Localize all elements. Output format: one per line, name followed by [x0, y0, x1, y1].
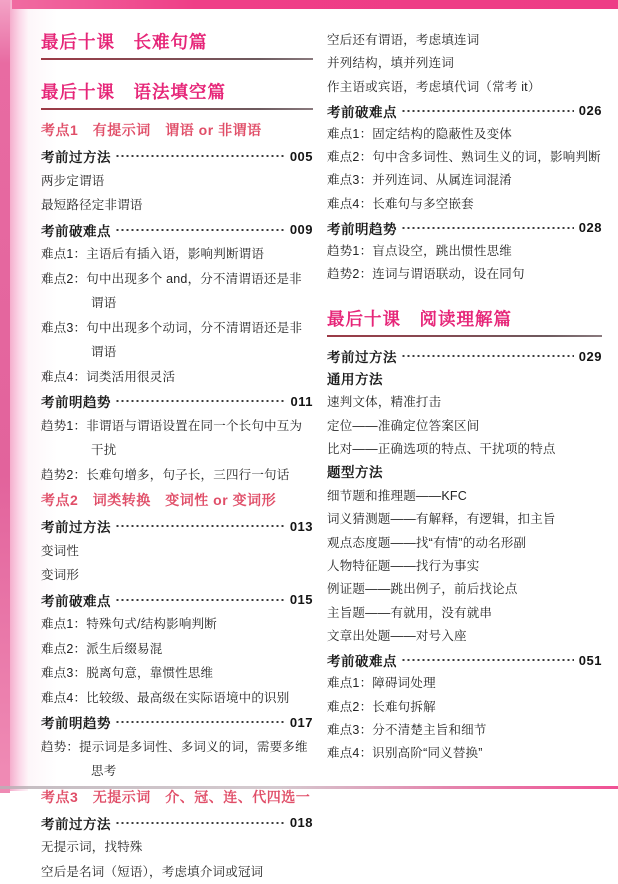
toc-entry — [41, 144, 313, 169]
toc-sub-item: 趋势2：连词与谓语联动，设在同句 — [327, 263, 602, 286]
toc-page — [28, 9, 618, 786]
section-heading-text: 最后十课 长难句篇 — [41, 29, 313, 55]
toc-sub-item: 例证题——跳出例子，前后找论点 — [327, 578, 602, 601]
toc-entry-label: 考前破难点 — [41, 220, 111, 240]
dot-leader — [115, 716, 285, 728]
toc-entry-label: 考前过方法 — [41, 146, 111, 166]
toc-sub-item: 难点2：长难句拆解 — [327, 696, 602, 719]
dot-leader — [401, 222, 574, 234]
toc-entry — [41, 811, 313, 836]
toc-sub-item: 难点2：派生后缀易混 — [41, 637, 313, 662]
toc-sub-item: 两步定谓语 — [41, 169, 313, 194]
toc-entry-label: 考前过方法 — [327, 346, 397, 366]
toc-entry — [327, 344, 602, 367]
section-heading-text: 最后十课 语法填空篇 — [41, 79, 313, 105]
toc-sub-item: 难点1：固定结构的隐蔽性及变体 — [327, 123, 602, 146]
page-number: 026 — [579, 103, 602, 118]
toc-entry — [41, 588, 313, 613]
book-left-edge-light — [10, 0, 28, 791]
dot-leader — [401, 654, 574, 666]
section-heading-text: 最后十课 阅读理解篇 — [327, 306, 602, 332]
dot-leader — [115, 395, 286, 407]
section-underline — [41, 58, 313, 60]
toc-sub-item: 趋势2：长难句增多，句子长，三四行一句话 — [41, 463, 313, 488]
page-number: 009 — [290, 222, 313, 237]
toc-column-left — [41, 29, 313, 884]
toc-sub-item: 难点2：句中出现多个 and，分不清谓语还是非谓语 — [41, 267, 313, 316]
toc-sub-item: 难点4：长难句与多空嵌套 — [327, 193, 602, 216]
toc-sub-item: 词义猜测题——有解释，有逻辑，扣主旨 — [327, 508, 602, 531]
section-heading — [41, 79, 313, 110]
toc-column-right — [327, 29, 602, 884]
page-number: 051 — [579, 653, 602, 668]
toc-sub-item: 难点1：主语后有插入语，影响判断谓语 — [41, 242, 313, 267]
toc-sub-item: 比对——正确选项的特点、干扰项的特点 — [327, 438, 602, 461]
toc-sub-item: 人物特征题——找行为事实 — [327, 555, 602, 578]
page-number: 029 — [579, 349, 602, 364]
page-bottom-edge — [0, 786, 618, 789]
toc-entry-label: 考前过方法 — [41, 813, 111, 833]
toc-entry-label: 考前过方法 — [41, 516, 111, 536]
toc-sub-item: 难点3：分不清楚主旨和细节 — [327, 719, 602, 742]
toc-sub-item: 难点4：词类活用很灵活 — [41, 365, 313, 390]
toc-sub-item: 变词形 — [41, 563, 313, 588]
point-heading: 考点3 无提示词 介、冠、连、代四选一 — [41, 784, 313, 811]
toc-sub-item: 趋势1：盲点设空，跳出惯性思维 — [327, 240, 602, 263]
toc-sub-item: 观点态度题——找“有情”的动名形副 — [327, 532, 602, 555]
toc-entry-label: 考前破难点 — [327, 650, 397, 670]
toc-entry — [41, 514, 313, 539]
toc-group-label: 题型方法 — [327, 461, 602, 484]
toc-entry — [327, 99, 602, 122]
toc-entry-label: 考前破难点 — [327, 101, 397, 121]
toc-entry — [41, 710, 313, 735]
dot-leader — [115, 150, 285, 162]
toc-sub-item: 速判文体，精准打击 — [327, 391, 602, 414]
page-number: 011 — [291, 394, 313, 409]
toc-entry — [41, 218, 313, 243]
toc-entry — [327, 649, 602, 672]
toc-sub-item: 难点4：识别高阶“同义替换” — [327, 742, 602, 765]
toc-sub-item: 细节题和推理题——KFC — [327, 485, 602, 508]
toc-sub-item: 难点4：比较级、最高级在实际语境中的识别 — [41, 686, 313, 711]
page-number: 013 — [290, 519, 313, 534]
toc-sub-item: 主旨题——有就用，没有就串 — [327, 602, 602, 625]
section-underline — [327, 335, 602, 337]
toc-entry-label: 考前明趋势 — [327, 218, 397, 238]
toc-sub-item: 变词性 — [41, 539, 313, 564]
toc-entry-label: 考前破难点 — [41, 590, 111, 610]
page-number: 018 — [290, 815, 313, 830]
toc-entry — [327, 216, 602, 239]
toc-sub-item: 定位——准确定位答案区间 — [327, 415, 602, 438]
toc-sub-item: 难点1：特殊句式/结构影响判断 — [41, 612, 313, 637]
toc-entry — [41, 389, 313, 414]
book-left-edge-dark — [0, 0, 10, 793]
page-number: 028 — [579, 220, 602, 235]
point-heading: 考点1 有提示词 谓语 or 非谓语 — [41, 117, 313, 144]
toc-sub-item: 趋势1：非谓语与谓语设置在同一个长句中互为干扰 — [41, 414, 313, 463]
toc-entry-label: 考前明趋势 — [41, 391, 111, 411]
page-number: 015 — [290, 592, 313, 607]
section-heading — [41, 29, 313, 60]
toc-sub-item: 并列结构，填并列连词 — [327, 52, 602, 75]
section-underline — [41, 108, 313, 110]
toc-sub-item: 趋势：提示词是多词性、多词义的词，需要多维思考 — [41, 735, 313, 784]
toc-sub-item: 难点3：脱离句意，靠惯性思维 — [41, 661, 313, 686]
toc-sub-item: 空后是名词（短语），考虑填介词或冠词 — [41, 860, 313, 884]
toc-sub-item: 空后还有谓语，考虑填连词 — [327, 29, 602, 52]
toc-sub-item: 文章出处题——对号入座 — [327, 625, 602, 648]
toc-columns — [28, 9, 618, 884]
dot-leader — [401, 105, 574, 117]
toc-sub-item: 难点1：障碍词处理 — [327, 672, 602, 695]
toc-group-label: 通用方法 — [327, 368, 602, 391]
toc-sub-item: 最短路径定非谓语 — [41, 193, 313, 218]
dot-leader — [115, 594, 285, 606]
toc-entry-label: 考前明趋势 — [41, 712, 111, 732]
toc-sub-item: 难点3：并列连词、从属连词混淆 — [327, 169, 602, 192]
toc-sub-item: 难点2：句中含多词性、熟词生义的词，影响判断 — [327, 146, 602, 169]
dot-leader — [115, 224, 285, 236]
section-heading — [327, 306, 602, 337]
toc-sub-item: 难点3：句中出现多个动词，分不清谓语还是非谓语 — [41, 316, 313, 365]
dot-leader — [115, 520, 285, 532]
toc-sub-item: 无提示词，找特殊 — [41, 835, 313, 860]
toc-sub-item: 作主语或宾语，考虑填代词（常考 it） — [327, 76, 602, 99]
point-heading: 考点2 词类转换 变词性 or 变词形 — [41, 487, 313, 514]
page-number: 017 — [290, 715, 313, 730]
book-top-edge — [12, 0, 618, 9]
dot-leader — [401, 350, 574, 362]
dot-leader — [115, 817, 285, 829]
page-number: 005 — [290, 149, 313, 164]
